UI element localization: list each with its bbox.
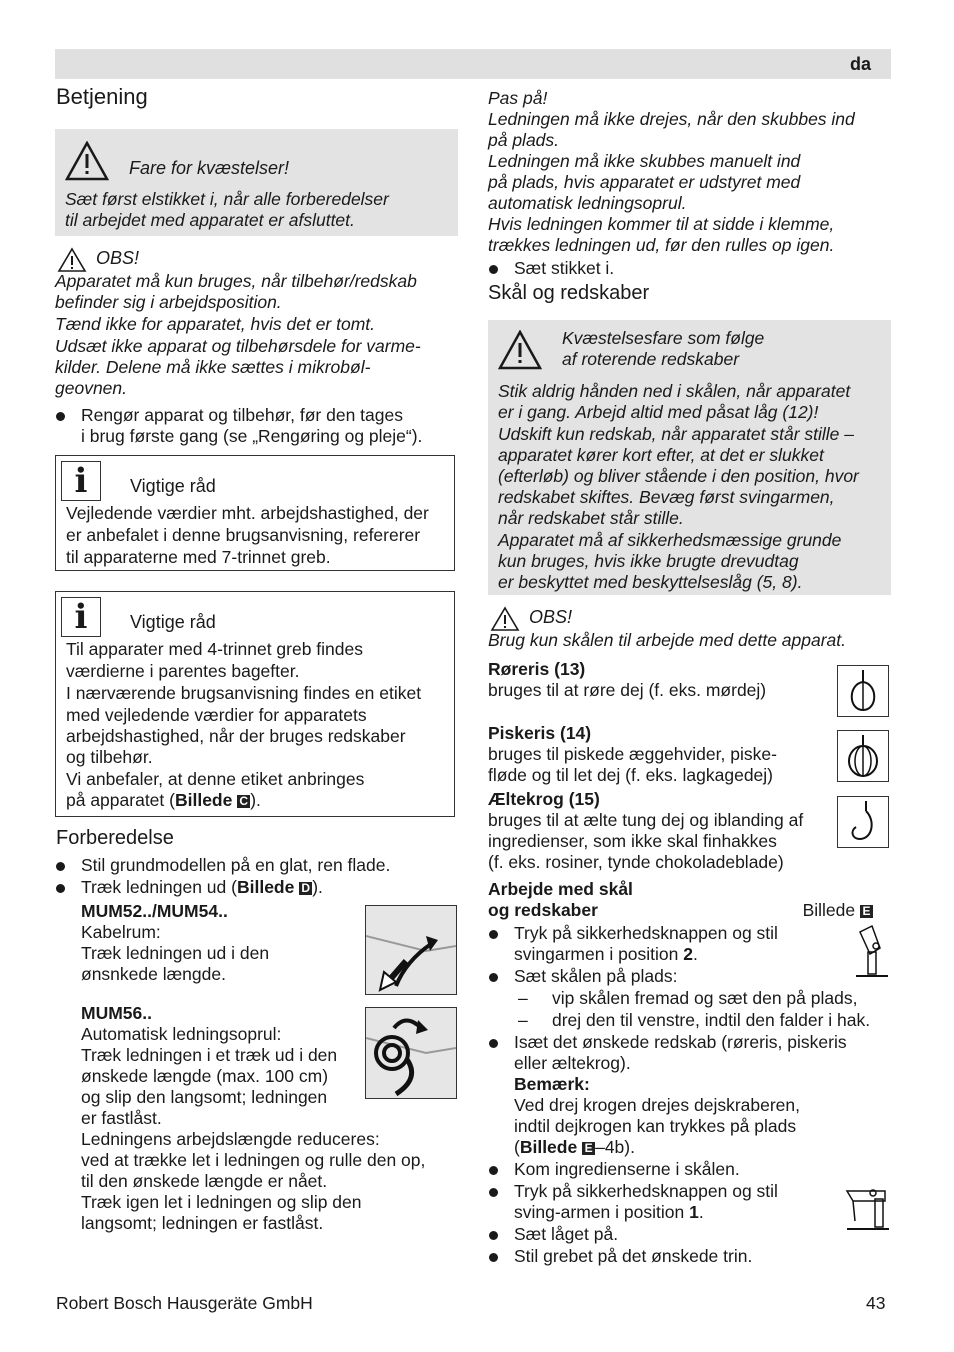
info-line: værdierne i parentes bagefter.	[66, 661, 300, 681]
danger-line: Udskift kun redskab, når apparatet står stille –	[498, 424, 855, 444]
cable-storage-image	[365, 905, 457, 995]
figure-key-e: E	[860, 905, 873, 918]
model-line: Ledningens arbejdslængde reduceres:	[81, 1129, 380, 1149]
info-box-1	[55, 455, 455, 571]
danger-heading: Kvæstelsesfare som følge	[562, 328, 765, 348]
caution-line: automatisk ledningsoprul.	[488, 193, 687, 213]
mixer-arm-up-icon	[850, 924, 892, 980]
obs-line: Tænd ikke for apparatet, hvis det er tomt.	[55, 314, 376, 334]
figure-ref: Billede E	[803, 900, 873, 921]
info-line: og tilbehør.	[66, 747, 153, 767]
model-line: ønskede længde (max. 100 cm)	[81, 1066, 329, 1086]
bullet-item	[55, 405, 460, 447]
info-line: I nærværende brugsanvisning findes en etiket	[66, 683, 422, 703]
obs-line: kilder. Delene må ikke sættes i mikrobøl-	[55, 357, 371, 377]
bullet-item: Sæt stikket i.	[488, 258, 954, 279]
model-line: Træk igen let i ledningen og slip den	[81, 1192, 362, 1212]
page-number: 43	[866, 1293, 886, 1313]
beater-icon	[837, 665, 889, 717]
info-line: Vi anbefaler, at denne etiket anbringes	[66, 769, 365, 789]
bullet-line: i brug første gang (se „Rengøring og pleje“).	[81, 426, 423, 446]
bullet-item: Tryk på sikkerhedsknappen og stil svingarmen i position 2.	[488, 923, 893, 965]
model-line: Kabelrum:	[81, 922, 161, 942]
warning-heading: Fare for kvæstelser!	[129, 158, 290, 178]
info-line: Til apparater med 4-trinnet greb findes	[66, 639, 364, 659]
bullet-item: Isæt det ønskede redskab (røreris, piskeris eller æltekrog). Bemærk: Ved drej krogen drejes dejskraberen, indtil dejkrogen kan trykkes på plads (Billede E –4b).	[488, 1032, 893, 1158]
warning-line: til arbejdet med apparatet er afsluttet.	[65, 210, 355, 230]
danger-line: apparatet kører kort efter, at det er slukket	[498, 445, 824, 465]
tool-line: (f. eks. rosiner, tynde chokoladeblade)	[488, 852, 784, 872]
danger-line: kun bruges, hvis ikke brugte drevudtag	[498, 551, 799, 571]
info-heading: Vigtige råd	[130, 612, 216, 632]
cable-rewind-image	[365, 1007, 457, 1099]
obs-line: Brug kun skålen til arbejde med dette apparat.	[488, 630, 846, 650]
figure-key-d: D	[299, 882, 312, 895]
model-line: ønsnkede længde.	[81, 964, 226, 984]
tool-name: Røreris (13)	[488, 659, 586, 679]
tool-line: bruges til piskede æggehvider, piske-	[488, 744, 777, 764]
model-title: MUM56..	[81, 1003, 152, 1023]
bullet-item: Sæt skålen på plads:	[488, 966, 893, 987]
caution-line: Ledningen må ikke skubbes manuelt ind	[488, 151, 801, 171]
caution-line: Hvis ledningen kommer til at sidde i klemme,	[488, 214, 835, 234]
caution-line: på plads, hvis apparatet er udstyret med	[488, 172, 801, 192]
model-line: og slip den langsomt; ledningen	[81, 1087, 328, 1107]
tool-line: bruges til at røre dej (f. eks. mørdej)	[488, 680, 767, 700]
obs-line: Apparatet må kun bruges, når tilbehør/redskab	[55, 271, 417, 291]
caution-line: Ledningen må ikke drejes, når den skubbes ind	[488, 109, 855, 129]
footer-company: Robert Bosch Hausgeräte GmbH	[56, 1293, 313, 1313]
model-line: Træk ledningen ud i den	[81, 943, 270, 963]
info-box-2	[55, 591, 455, 817]
tool-line: bruges til at ælte tung dej og iblanding af	[488, 810, 804, 830]
danger-line: Apparatet må af sikkerhedsmæssige grunde	[498, 530, 842, 550]
bullet-item: Tryk på sikkerhedsknappen og stil sving-armen i position 1.	[488, 1181, 893, 1223]
warning-line: Sæt først elstikket i, når alle forberedelser	[65, 189, 389, 209]
warning-box	[55, 129, 458, 236]
warning-triangle-icon	[498, 330, 542, 370]
section-title-forberedelse: Forberedelse	[56, 827, 174, 849]
section-title-betjening: Betjening	[56, 84, 148, 109]
tool-name: Piskeris (14)	[488, 723, 592, 743]
header-bar	[55, 49, 891, 79]
work-title: Arbejde med skål og redskaber Billede E	[488, 879, 883, 921]
bullet-item: Stil grebet på det ønskede trin.	[488, 1246, 893, 1267]
model-line: er fastlåst.	[81, 1108, 162, 1128]
model-line: Automatisk ledningsoprul:	[81, 1024, 282, 1044]
info-line-figure-ref: på apparatet (Billede C ).	[66, 790, 261, 810]
info-icon: i	[61, 597, 101, 637]
bullet-item: Kom ingredienserne i skålen.	[488, 1159, 893, 1180]
info-line: Vejledende værdier mht. arbejdshastighed, der	[66, 503, 429, 523]
danger-line: er beskyttet med beskyttelseslåg (5, 8).	[498, 572, 803, 592]
dash-item: – drej den til venstre, indtil den falder i hak.	[488, 1010, 893, 1031]
obs-line: Udsæt ikke apparat og tilbehørsdele for varme-	[55, 336, 421, 356]
info-line: arbejdshastighed, når der bruges redskaber	[66, 726, 406, 746]
note-label: Bemærk:	[514, 1074, 590, 1094]
warning-triangle-icon	[65, 141, 109, 181]
model-line: langsomt; ledningen er fastlåst.	[81, 1213, 324, 1233]
kneading-hook-icon	[837, 796, 889, 848]
bullet-item: Stil grundmodellen på en glat, ren flade.	[55, 855, 460, 876]
bullet-item: Træk ledningen ud (Billede D ).	[55, 877, 460, 898]
caution-line: på plads.	[488, 130, 560, 150]
danger-line: er i gang. Arbejd altid med påsat låg (12)!	[498, 402, 819, 422]
caution-line: trækkes ledningen ud, før den rulles op igen.	[488, 235, 835, 255]
bullet-line: Rengør apparat og tilbehør, før den tages	[81, 405, 403, 425]
info-heading: Vigtige råd	[130, 476, 216, 496]
danger-line: Stik aldrig hånden ned i skålen, når apparatet	[498, 381, 851, 401]
info-line: med vejledende værdier for apparatets	[66, 705, 367, 725]
model-line: til den ønskede længde er nået.	[81, 1171, 328, 1191]
obs-line: befinder sig i arbejdsposition.	[55, 292, 282, 312]
danger-box	[488, 320, 891, 595]
model-line: ved at trække let i ledningen og rulle den op,	[81, 1150, 426, 1170]
dash-item: – vip skålen fremad og sæt den på plads,	[488, 988, 893, 1009]
danger-heading: af roterende redskaber	[562, 349, 740, 369]
obs-heading: OBS!	[96, 248, 140, 268]
tool-name: Æltekrog (15)	[488, 789, 600, 809]
danger-line: når redskabet står stille.	[498, 508, 684, 528]
danger-line: redskabet skiftes. Bevæg først svingarmen,	[498, 487, 835, 507]
section-title-skaal: Skål og redskaber	[488, 282, 650, 304]
caution-triangle-icon	[57, 247, 87, 273]
language-code: da	[849, 54, 871, 74]
whisk-icon	[837, 730, 889, 782]
figure-key-c: C	[237, 795, 250, 808]
info-line: til apparaterne med 7-trinnet greb.	[66, 547, 331, 567]
mixer-arm-down-icon	[843, 1185, 891, 1233]
obs-line: geovnen.	[55, 378, 128, 398]
model-line: Træk ledningen i et træk ud i den	[81, 1045, 338, 1065]
danger-line: (efterløb) og bliver stående i den position, hvor	[498, 466, 859, 486]
caution-heading: Pas på!	[488, 88, 548, 108]
tool-line: fløde og til let dej (f. eks. lagkagedej)	[488, 765, 774, 785]
obs-heading: OBS!	[529, 607, 573, 627]
model-title: MUM52../MUM54..	[81, 901, 228, 921]
tool-line: ingredienser, som ikke skal finhakkes	[488, 831, 777, 851]
info-line: er anbefalet i denne brugsanvisning, refererer	[66, 525, 421, 545]
bullet-item: Sæt låget på.	[488, 1224, 893, 1245]
caution-triangle-icon	[490, 606, 520, 632]
info-icon: i	[61, 461, 101, 501]
